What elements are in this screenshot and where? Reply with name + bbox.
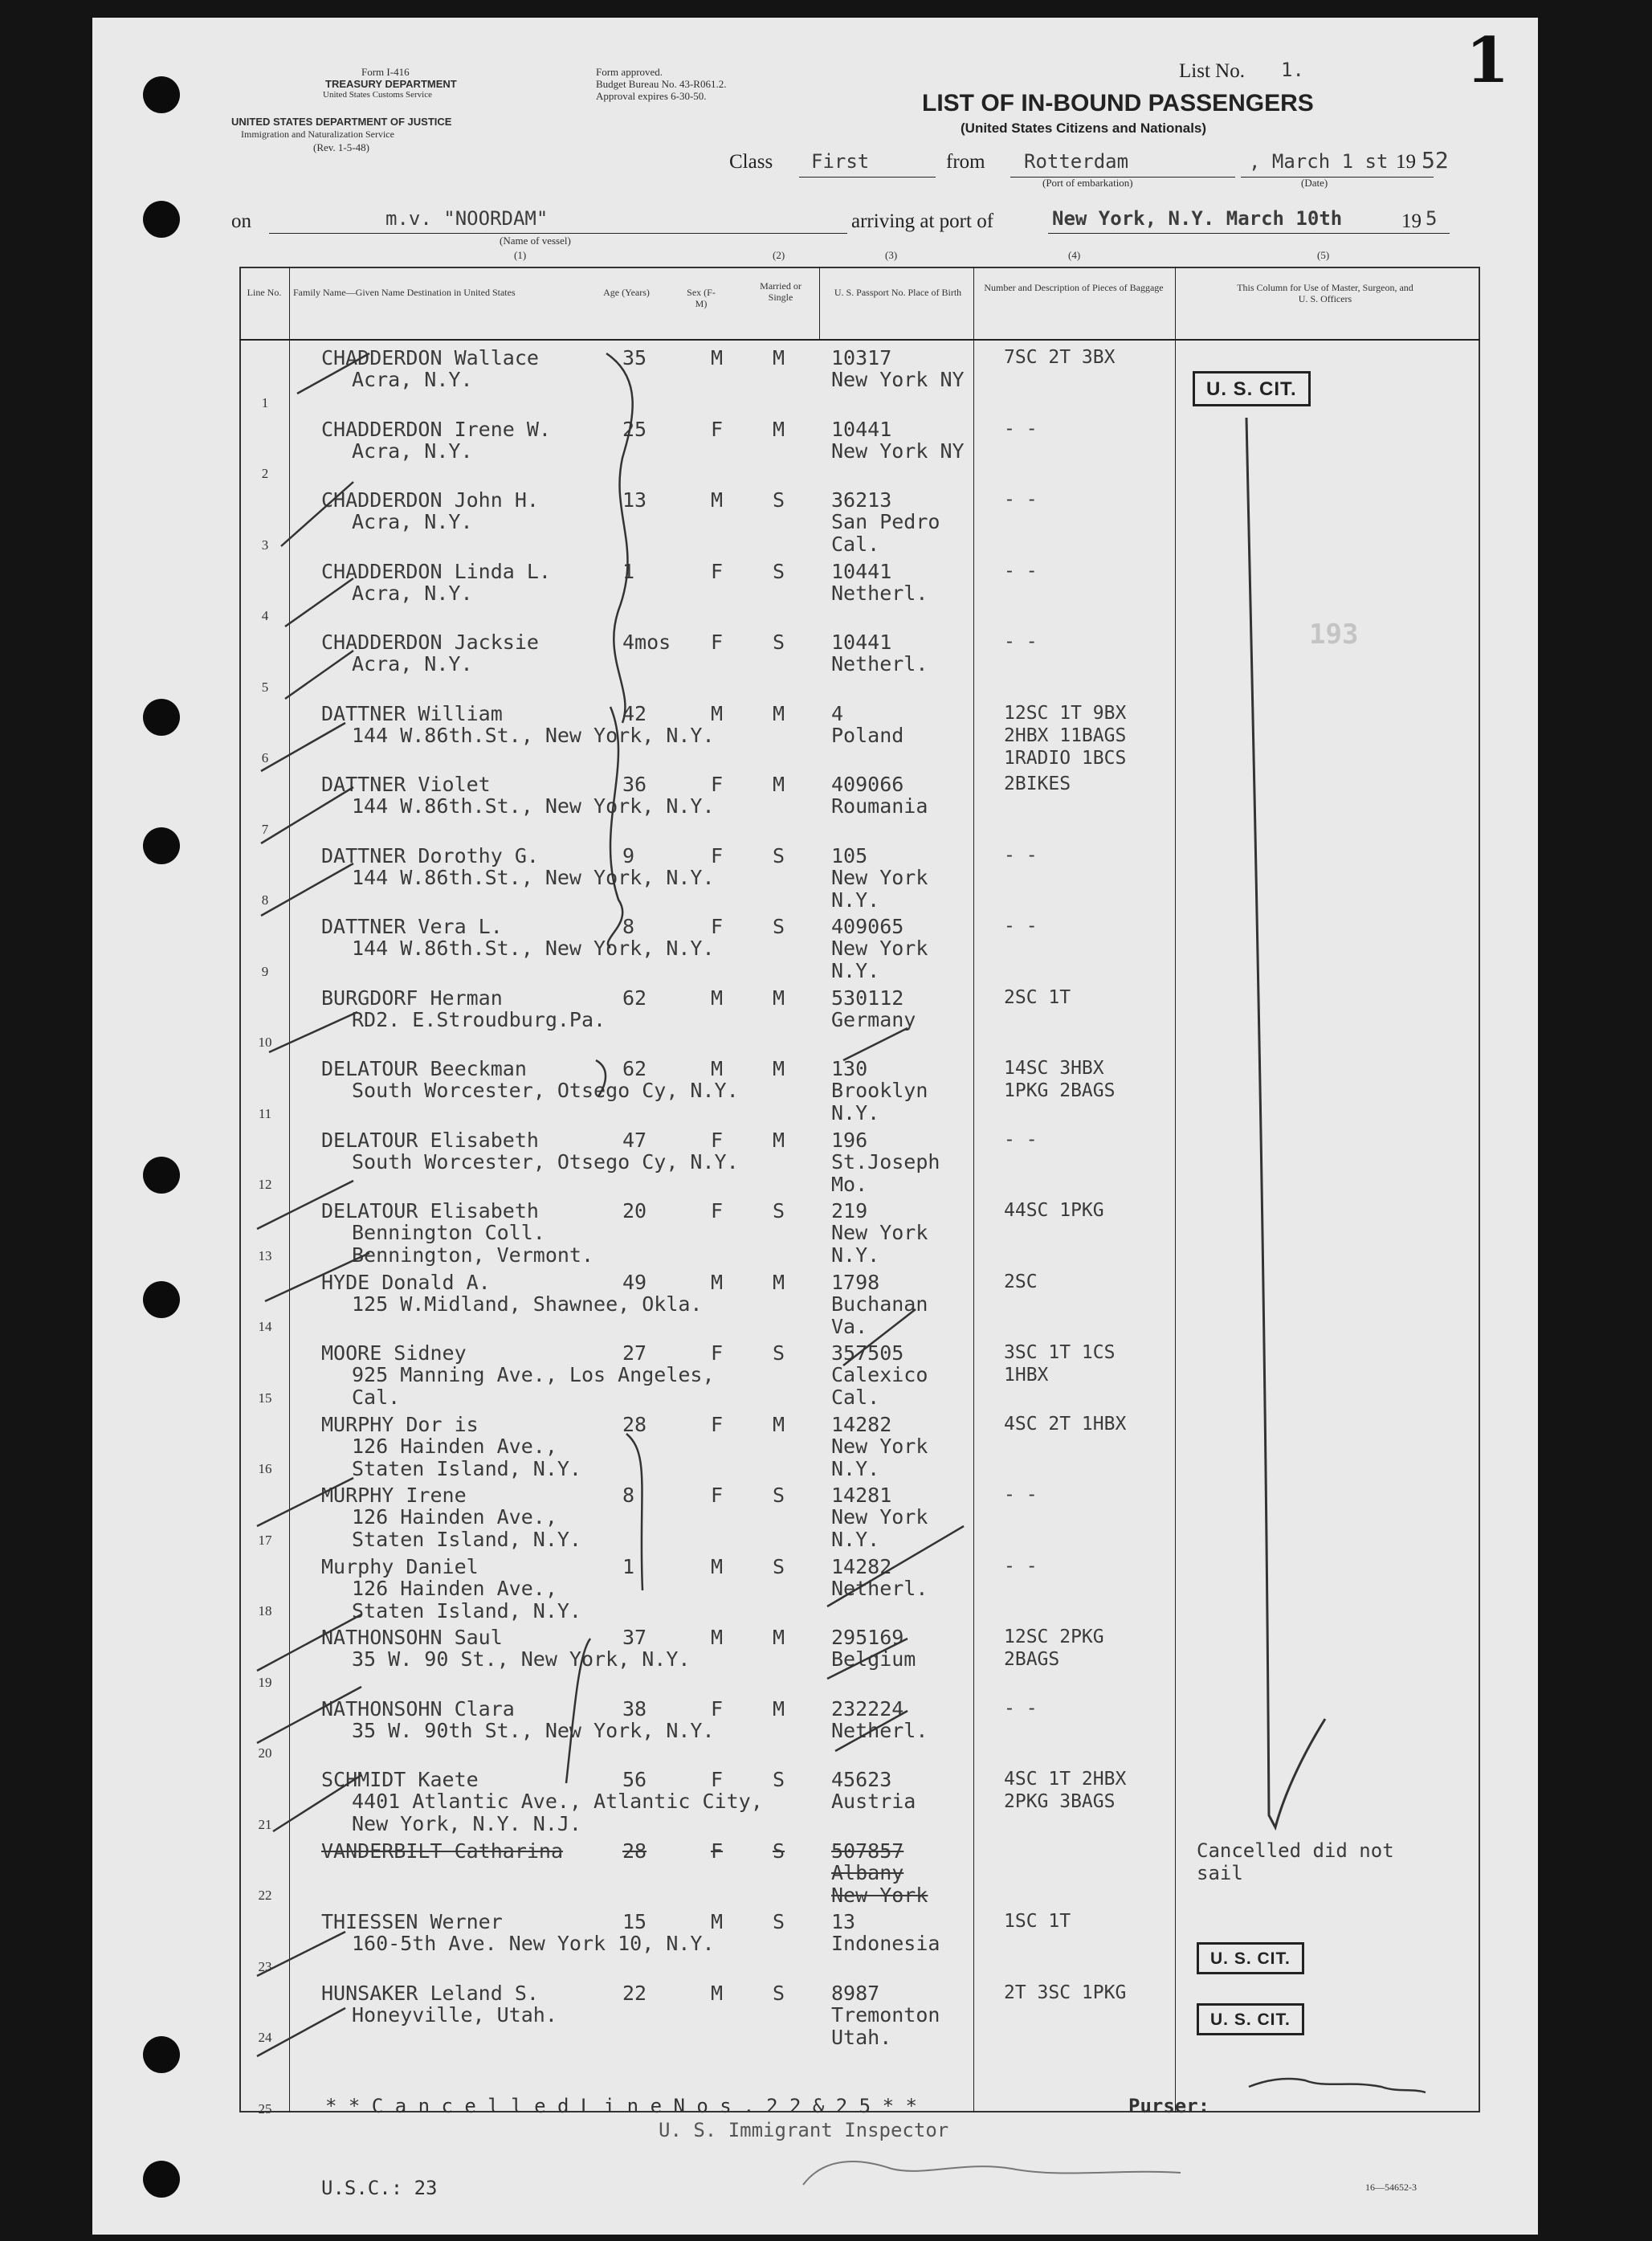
date-caption: (Date) xyxy=(1301,177,1328,189)
age: 62 xyxy=(622,986,647,1010)
line-number: 19 xyxy=(258,1674,272,1690)
vessel-caption: (Name of vessel) xyxy=(500,235,571,247)
passport-number: 196 xyxy=(831,1128,868,1152)
place-of-birth: New York NY xyxy=(831,368,965,391)
marital-status: M xyxy=(773,1270,785,1294)
age: 1 xyxy=(622,1554,635,1578)
destination: 144 W.86th.St., New York, N.Y. xyxy=(352,794,715,818)
destination: Acra, N.Y. xyxy=(352,581,473,605)
line-number: 17 xyxy=(258,1532,272,1548)
sex: M xyxy=(711,986,724,1010)
age: 15 xyxy=(622,1910,647,1933)
us-cit-stamp-1: U. S. CIT. xyxy=(1193,371,1311,406)
line-number: 11 xyxy=(258,1105,272,1121)
passenger-name: MURPHY Irene xyxy=(321,1484,467,1507)
place-of-birth: Austria xyxy=(831,1790,916,1813)
passenger-name: MURPHY Dor is xyxy=(321,1412,479,1436)
marital-status: S xyxy=(773,1910,785,1933)
passport-number: 10441 xyxy=(831,631,892,654)
form-subtitle: (United States Citizens and Nationals) xyxy=(961,120,1207,136)
destination: 126 Hainden Ave., Staten Island, N.Y. xyxy=(352,1434,581,1480)
cancel-note: Cancelled did not sail xyxy=(1197,1839,1394,1884)
place-of-birth: Calexico Cal. xyxy=(831,1363,928,1409)
place-of-birth: New York N.Y. xyxy=(831,1434,928,1480)
passenger-name: DELATOUR Elisabeth xyxy=(321,1199,539,1223)
marital-status: M xyxy=(773,1412,785,1436)
passport-number: 507857 xyxy=(831,1839,904,1863)
vessel-col-number: (1) xyxy=(514,249,527,261)
age: 22 xyxy=(622,1981,647,2005)
baggage: - - xyxy=(1004,1697,1038,1719)
approval-1: Form approved. xyxy=(596,66,663,78)
sex: F xyxy=(711,773,724,796)
passport-number: 8987 xyxy=(831,1981,880,2005)
date-underline xyxy=(1241,177,1434,178)
age: 36 xyxy=(622,773,647,796)
sex: M xyxy=(711,1270,724,1294)
destination: 126 Hainden Ave., Staten Island, N.Y. xyxy=(352,1505,581,1551)
baggage: 7SC 2T 3BX xyxy=(1004,347,1116,368)
age: 25 xyxy=(622,417,647,441)
header-officers: This Column for Use of Master, Surgeon, and U. S. Officers xyxy=(1237,282,1413,304)
binder-hole-1 xyxy=(143,76,180,113)
place-of-birth: Tremonton Utah. xyxy=(831,2002,940,2049)
sex: F xyxy=(711,1412,724,1436)
passport-number: 409065 xyxy=(831,915,904,938)
passport-number: 45623 xyxy=(831,1768,892,1791)
from-caption: (Port of embarkation) xyxy=(1042,177,1133,189)
sex: F xyxy=(711,843,724,867)
header-passport: U. S. Passport No. Place of Birth xyxy=(834,287,962,298)
arriving-year-prefix: 19 xyxy=(1401,210,1422,232)
line-number: 7 xyxy=(261,821,269,837)
baggage: 12SC 1T 9BX 2HBX 11BAGS 1RADIO 1BCS xyxy=(1004,702,1127,769)
header-age: Age (Years) xyxy=(603,287,650,298)
passenger-name: DATTNER Dorothy G. xyxy=(321,843,539,867)
age: 8 xyxy=(622,1484,635,1507)
marital-status: M xyxy=(773,701,785,725)
year-value: 52 xyxy=(1422,147,1449,173)
sex: M xyxy=(711,1554,724,1578)
destination: Bennington Coll. Bennington, Vermont. xyxy=(352,1221,594,1267)
passenger-name: MOORE Sidney xyxy=(321,1341,467,1365)
marital-status: S xyxy=(773,631,785,654)
line-number: 20 xyxy=(258,1745,272,1761)
destination: RD2. E.Stroudburg.Pa. xyxy=(352,1007,606,1031)
destination: Acra, N.Y. xyxy=(352,368,473,391)
age: 62 xyxy=(622,1057,647,1080)
binder-hole-4 xyxy=(143,827,180,864)
sex: F xyxy=(711,1341,724,1365)
baggage: 44SC 1PKG xyxy=(1004,1200,1104,1221)
age: 27 xyxy=(622,1341,647,1365)
baggage: 1SC 1T xyxy=(1004,1911,1071,1932)
sex: M xyxy=(711,346,724,369)
age: 35 xyxy=(622,346,647,369)
destination: 144 W.86th.St., New York, N.Y. xyxy=(352,937,715,960)
sex: F xyxy=(711,1839,724,1863)
baggage: 2SC xyxy=(1004,1271,1038,1292)
place-of-birth: Albany New York xyxy=(831,1860,928,1907)
class-underline xyxy=(799,177,936,178)
marital-status: S xyxy=(773,915,785,938)
header-baggage: Number and Description of Pieces of Baggage xyxy=(984,282,1164,293)
line-number: 6 xyxy=(261,750,269,765)
passenger-name: DATTNER Violet xyxy=(321,773,491,796)
marital-status: S xyxy=(773,1341,785,1365)
age: 9 xyxy=(622,843,635,867)
marital-status: S xyxy=(773,559,785,583)
baggage: - - xyxy=(1004,560,1038,582)
passenger-name: CHADDERDON Linda L. xyxy=(321,559,551,583)
passport-number: 10441 xyxy=(831,417,892,441)
line-number: 2 xyxy=(261,466,269,481)
marital-status: S xyxy=(773,1839,785,1863)
passport-number: 357505 xyxy=(831,1341,904,1365)
sex: F xyxy=(711,1768,724,1791)
baggage: 14SC 3HBX 1PKG 2BAGS xyxy=(1004,1058,1116,1101)
baggage: 4SC 1T 2HBX 2PKG 3BAGS xyxy=(1004,1769,1127,1812)
col-rule-4 xyxy=(1175,267,1176,2112)
place-of-birth: New York NY xyxy=(831,439,965,463)
line-number: 23 xyxy=(258,1958,272,1974)
class-value: First xyxy=(811,150,870,173)
line-number: 24 xyxy=(258,2030,272,2045)
sex: F xyxy=(711,915,724,938)
destination: 925 Manning Ave., Los Angeles, Cal. xyxy=(352,1363,715,1409)
marital-status: M xyxy=(773,1057,785,1080)
age: 20 xyxy=(622,1199,647,1223)
passport-number: 295169 xyxy=(831,1626,904,1649)
sex: F xyxy=(711,1199,724,1223)
age: 28 xyxy=(622,1412,647,1436)
approval-2: Budget Bureau No. 43-R061.2. xyxy=(596,78,727,90)
header-sex: Sex (F-M) xyxy=(687,287,716,309)
passenger-name: NATHONSOHN Clara xyxy=(321,1696,515,1721)
destination: Acra, N.Y. xyxy=(352,510,473,533)
passenger-name: HYDE Donald A. xyxy=(321,1270,491,1294)
treasury-dept: TREASURY DEPARTMENT xyxy=(325,78,457,90)
col-number-3: (3) xyxy=(885,249,898,261)
destination: Acra, N.Y. xyxy=(352,439,473,463)
sex: M xyxy=(711,1626,724,1649)
line-number: 3 xyxy=(261,537,269,553)
us-cit-stamp-3: U. S. CIT. xyxy=(1197,2003,1304,2035)
place-of-birth: Indonesia xyxy=(831,1932,940,1955)
binder-hole-3 xyxy=(143,699,180,736)
baggage: - - xyxy=(1004,489,1038,510)
line-number: 21 xyxy=(258,1816,272,1832)
passport-number: 14282 xyxy=(831,1412,892,1436)
marital-status: S xyxy=(773,1981,785,2005)
marital-status: S xyxy=(773,1554,785,1578)
line-number: 16 xyxy=(258,1461,272,1476)
marital-status: S xyxy=(773,843,785,867)
passenger-name: Murphy Daniel xyxy=(321,1554,479,1578)
us-cit-stamp-2: U. S. CIT. xyxy=(1197,1942,1304,1974)
baggage: 12SC 2PKG 2BAGS xyxy=(1004,1627,1104,1670)
col-rule-3 xyxy=(973,267,974,2112)
binder-hole-8 xyxy=(143,2161,180,2198)
line-number: 5 xyxy=(261,679,269,695)
place-of-birth: Buchanan Va. xyxy=(831,1292,928,1338)
destination: Honeyville, Utah. xyxy=(352,2002,557,2027)
line-number: 1 xyxy=(261,394,269,410)
customs-service: United States Customs Service xyxy=(323,90,432,100)
from-label: from xyxy=(946,151,985,173)
destination: South Worcester, Otsego Cy, N.Y. xyxy=(352,1079,739,1102)
justice-dept: UNITED STATES DEPARTMENT OF JUSTICE xyxy=(231,116,452,128)
line-number: 25 xyxy=(258,2100,272,2116)
marital-status: S xyxy=(773,488,785,512)
destination: 4401 Atlantic Ave., Atlantic City, New York, N.Y. N.J. xyxy=(352,1790,763,1835)
age: 38 xyxy=(622,1696,647,1721)
binder-hole-6 xyxy=(143,1281,180,1318)
line-number: 10 xyxy=(258,1035,272,1050)
line-number: 12 xyxy=(258,1177,272,1192)
vessel-value: m.v. "NOORDAM" xyxy=(385,207,549,230)
age: 13 xyxy=(622,488,647,512)
place-of-birth: Poland xyxy=(831,723,904,747)
place-of-birth: Brooklyn N.Y. xyxy=(831,1079,928,1125)
page-number-mark: 1 xyxy=(1466,24,1510,97)
destination: 126 Hainden Ave., Staten Island, N.Y. xyxy=(352,1576,581,1623)
line-number: 18 xyxy=(258,1603,272,1618)
on-label: on xyxy=(231,210,251,232)
place-of-birth: St.Joseph Mo. xyxy=(831,1149,940,1196)
place-of-birth: Netherl. xyxy=(831,1576,928,1600)
date-value: , March 1 st xyxy=(1249,150,1389,173)
sex: F xyxy=(711,1484,724,1507)
passenger-name: BURGDORF Herman xyxy=(321,986,503,1010)
col-number-5: (5) xyxy=(1317,249,1330,261)
list-no-value: 1. xyxy=(1281,59,1304,81)
passport-number: 105 xyxy=(831,843,868,867)
list-no-label: List No. xyxy=(1179,60,1245,82)
sex: F xyxy=(711,559,724,583)
form-title: LIST OF IN-BOUND PASSENGERS xyxy=(922,90,1314,116)
marital-status: M xyxy=(773,1128,785,1152)
binder-hole-2 xyxy=(143,201,180,238)
col-rule-2 xyxy=(819,267,820,339)
baggage: 2BIKES xyxy=(1004,774,1071,794)
marital-status: S xyxy=(773,1199,785,1223)
passenger-name: DELATOUR Elisabeth xyxy=(321,1128,539,1152)
age: 4mos xyxy=(622,631,671,654)
baggage: 2SC 1T xyxy=(1004,986,1071,1008)
vessel-underline xyxy=(269,233,847,234)
place-of-birth: Belgium xyxy=(831,1647,916,1671)
passenger-name: VANDERBILT Catharina xyxy=(321,1839,564,1863)
print-code: 16—54652-3 xyxy=(1365,2182,1417,2193)
cancelled-lines-note: * * C a n c e l l e d L i n e N o s . 2 2 & 2 5 * * xyxy=(325,2095,917,2117)
age: 28 xyxy=(622,1839,647,1863)
ins-service: Immigration and Naturalization Service xyxy=(241,129,394,140)
passport-number: 13 xyxy=(831,1910,856,1933)
passenger-name: HUNSAKER Leland S. xyxy=(321,1981,539,2005)
binder-hole-5 xyxy=(143,1157,180,1194)
baggage: 3SC 1T 1CS 1HBX xyxy=(1004,1342,1116,1386)
col-number-2: (2) xyxy=(773,249,785,261)
age: 49 xyxy=(622,1270,647,1294)
form-revision: (Rev. 1-5-48) xyxy=(313,141,369,153)
sex: F xyxy=(711,631,724,654)
table-header-rule xyxy=(239,339,1480,341)
line-number: 8 xyxy=(261,892,269,908)
passport-number: 232224 xyxy=(831,1696,904,1721)
faint-number-mark: 193 xyxy=(1309,618,1359,651)
purser-label: Purser: xyxy=(1128,2095,1210,2117)
line-number: 15 xyxy=(258,1390,272,1406)
sex: M xyxy=(711,488,724,512)
baggage: - - xyxy=(1004,631,1038,652)
passport-number: 10317 xyxy=(831,346,892,369)
destination: 144 W.86th.St., New York, N.Y. xyxy=(352,865,715,889)
passport-number: 4 xyxy=(831,701,844,725)
passenger-name: CHADDERDON Wallace xyxy=(321,346,539,369)
place-of-birth: New York N.Y. xyxy=(831,1221,928,1267)
arriving-label: arriving at port of xyxy=(851,210,994,232)
place-of-birth: Netherl. xyxy=(831,652,928,676)
baggage: - - xyxy=(1004,1484,1038,1505)
header-line-no: Line No. xyxy=(247,287,282,298)
passenger-name: NATHONSOHN Saul xyxy=(321,1626,503,1649)
arriving-underline xyxy=(1048,233,1450,234)
marital-status: M xyxy=(773,773,785,796)
destination: South Worcester, Otsego Cy, N.Y. xyxy=(352,1149,739,1174)
usc-mark: U.S.C.: 23 xyxy=(321,2177,438,2199)
sex: F xyxy=(711,1696,724,1721)
sex: F xyxy=(711,417,724,441)
age: 8 xyxy=(622,915,635,938)
binder-hole-7 xyxy=(143,2036,180,2073)
line-number: 14 xyxy=(258,1319,272,1334)
destination: 160-5th Ave. New York 10, N.Y. xyxy=(352,1932,715,1955)
line-number: 13 xyxy=(258,1247,272,1263)
marital-status: M xyxy=(773,986,785,1010)
passport-number: 1798 xyxy=(831,1270,880,1294)
baggage: 2T 3SC 1PKG xyxy=(1004,1982,1127,2003)
line-number: 4 xyxy=(261,608,269,623)
marital-status: S xyxy=(773,1484,785,1507)
passenger-name: CHADDERDON Irene W. xyxy=(321,417,551,441)
age: 47 xyxy=(622,1128,647,1152)
destination: 35 W. 90th St., New York, N.Y. xyxy=(352,1718,715,1742)
passenger-name: DELATOUR Beeckman xyxy=(321,1057,527,1080)
passport-number: 409066 xyxy=(831,773,904,796)
passport-number: 36213 xyxy=(831,488,892,512)
passport-number: 530112 xyxy=(831,986,904,1010)
place-of-birth: Germany xyxy=(831,1007,916,1031)
line-number: 9 xyxy=(261,963,269,979)
passenger-name: DATTNER Vera L. xyxy=(321,915,503,938)
passport-number: 130 xyxy=(831,1057,868,1080)
place-of-birth: Roumania xyxy=(831,794,928,818)
sex: F xyxy=(711,1128,724,1152)
header-married: Married or Single xyxy=(760,280,802,303)
baggage: - - xyxy=(1004,916,1038,937)
passport-number: 219 xyxy=(831,1199,868,1223)
destination: 144 W.86th.St., New York, N.Y. xyxy=(352,723,715,747)
passport-number: 14282 xyxy=(831,1554,892,1578)
marital-status: S xyxy=(773,1768,785,1791)
place-of-birth: New York N.Y. xyxy=(831,1505,928,1551)
passenger-name: SCHMIDT Kaete xyxy=(321,1768,479,1791)
col-rule-1 xyxy=(289,267,290,2112)
class-label: Class xyxy=(729,151,773,173)
from-value: Rotterdam xyxy=(1024,150,1129,173)
passenger-name: CHADDERDON Jacksie xyxy=(321,631,539,654)
passenger-name: THIESSEN Werner xyxy=(321,1910,503,1933)
approval-3: Approval expires 6-30-50. xyxy=(596,90,707,102)
baggage: - - xyxy=(1004,1555,1038,1577)
sex: M xyxy=(711,1910,724,1933)
baggage: 4SC 2T 1HBX xyxy=(1004,1413,1127,1435)
age: 1 xyxy=(622,559,635,583)
passport-number: 10441 xyxy=(831,559,892,583)
line-number: 22 xyxy=(258,1888,272,1903)
age: 37 xyxy=(622,1626,647,1649)
passenger-name: DATTNER William xyxy=(321,701,503,725)
baggage: - - xyxy=(1004,418,1038,439)
marital-status: M xyxy=(773,1626,785,1649)
form-number: Form I-416 xyxy=(361,66,410,78)
sex: M xyxy=(711,1057,724,1080)
place-of-birth: Netherl. xyxy=(831,1718,928,1742)
immigrant-inspector-label: U. S. Immigrant Inspector xyxy=(659,2119,949,2141)
passport-number: 14281 xyxy=(831,1484,892,1507)
place-of-birth: Netherl. xyxy=(831,581,928,605)
sex: M xyxy=(711,1981,724,2005)
year-prefix: 19 xyxy=(1396,151,1416,173)
destination: 125 W.Midland, Shawnee, Okla. xyxy=(352,1292,703,1316)
baggage: - - xyxy=(1004,844,1038,866)
place-of-birth: New York N.Y. xyxy=(831,865,928,912)
place-of-birth: New York N.Y. xyxy=(831,937,928,982)
marital-status: M xyxy=(773,1696,785,1721)
col-number-4: (4) xyxy=(1068,249,1081,261)
header-name: Family Name—Given Name Destination in United States xyxy=(293,287,516,298)
passenger-name: CHADDERDON John H. xyxy=(321,488,539,512)
marital-status: M xyxy=(773,346,785,369)
arriving-year: 5 xyxy=(1426,207,1438,230)
destination: 35 W. 90 St., New York, N.Y. xyxy=(352,1647,691,1671)
age: 42 xyxy=(622,701,647,725)
baggage: - - xyxy=(1004,1129,1038,1150)
age: 56 xyxy=(622,1768,647,1791)
destination: Acra, N.Y. xyxy=(352,652,473,676)
place-of-birth: San Pedro Cal. xyxy=(831,510,940,556)
sex: M xyxy=(711,701,724,725)
arriving-value: New York, N.Y. March 10th xyxy=(1052,207,1343,230)
marital-status: M xyxy=(773,417,785,441)
